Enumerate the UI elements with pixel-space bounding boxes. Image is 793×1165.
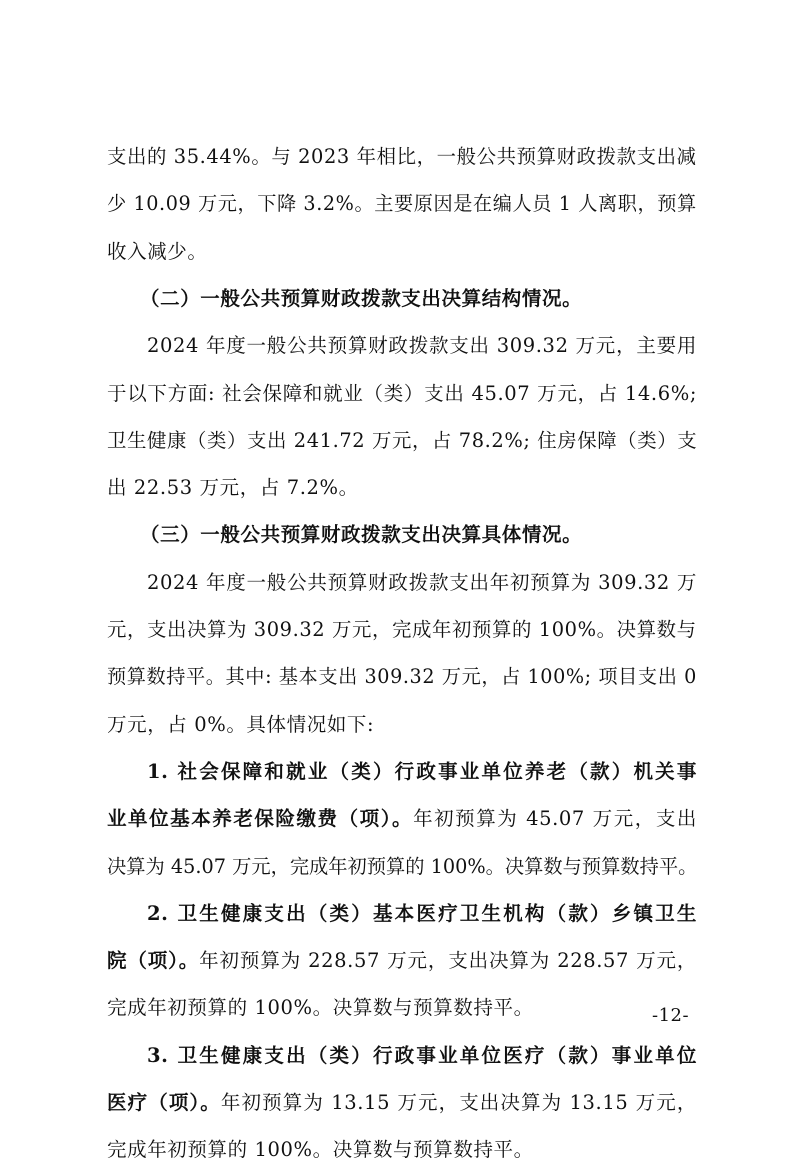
section-heading: （三）一般公共预算财政拨款支出决算具体情况。 (140, 523, 583, 547)
item-heading-line: 1. 社会保障和就业（类）行政事业单位养老（款）机关事 (147, 759, 697, 783)
paragraph-line: 支出的 35.44%。与 2023 年相比，一般公共预算财政拨款支出减 (107, 145, 697, 168)
item-heading-line: 2. 卫生健康支出（类）基本医疗卫生机构（款）乡镇卫生 (147, 901, 697, 925)
item-heading-bold: 院（项）。 (107, 949, 200, 973)
paragraph-line: 完成年初预算的 100%。决算数与预算数持平。 (107, 996, 534, 1020)
page-number: -12- (652, 1005, 690, 1026)
paragraph-line: 预算数持平。其中: 基本支出 309.32 万元，占 100%; 项目支出 0 (107, 665, 697, 689)
paragraph-line: 出 22.53 万元，占 7.2%。 (107, 476, 359, 500)
paragraph-line: 元，支出决算为 309.32 万元，完成年初预算的 100%。决算数与 (107, 618, 697, 641)
paragraph-line: 决算为 45.07 万元，完成年初预算的 100%。决算数与预算数持平。 (107, 854, 698, 878)
paragraph-line: 2024 年度一般公共预算财政拨款支出年初预算为 309.32 万 (147, 570, 697, 594)
item-text: 年初预算为 13.15 万元，支出决算为 13.15 万元， (220, 1091, 697, 1114)
paragraph-line: 2024 年度一般公共预算财政拨款支出 309.32 万元，主要用 (147, 334, 697, 358)
paragraph-line: 收入减少。 (107, 239, 208, 263)
section-heading: （二）一般公共预算财政拨款支出决算结构情况。 (140, 286, 583, 310)
paragraph-line: 少 10.09 万元，下降 3.2%。主要原因是在编人员 1 人离职，预算 (107, 192, 697, 216)
item-heading-line: 3. 卫生健康支出（类）行政事业单位医疗（款）事业单位 (147, 1043, 697, 1067)
paragraph-line: 卫生健康（类）支出 241.72 万元，占 78.2%; 住房保障（类）支 (107, 428, 698, 452)
paragraph-line: 于以下方面: 社会保障和就业（类）支出 45.07 万元，占 14.6%; (107, 381, 697, 405)
paragraph-line: 万元，占 0%。具体情况如下: (107, 712, 375, 736)
item-text: 年初预算为 228.57 万元，支出决算为 228.57 万元， (199, 949, 697, 973)
paragraph-line (107, 946, 697, 976)
paragraph-line (107, 1088, 697, 1118)
paragraph-line: 完成年初预算的 100%。决算数与预算数持平。 (107, 1138, 534, 1162)
paragraph-line (107, 804, 697, 834)
item-heading-bold: 医疗（项）。 (107, 1091, 221, 1114)
item-heading-bold: 业单位基本养老保险缴费（项）。 (107, 807, 414, 831)
item-text: 年初预算为 45.07 万元，支出 (413, 807, 697, 831)
